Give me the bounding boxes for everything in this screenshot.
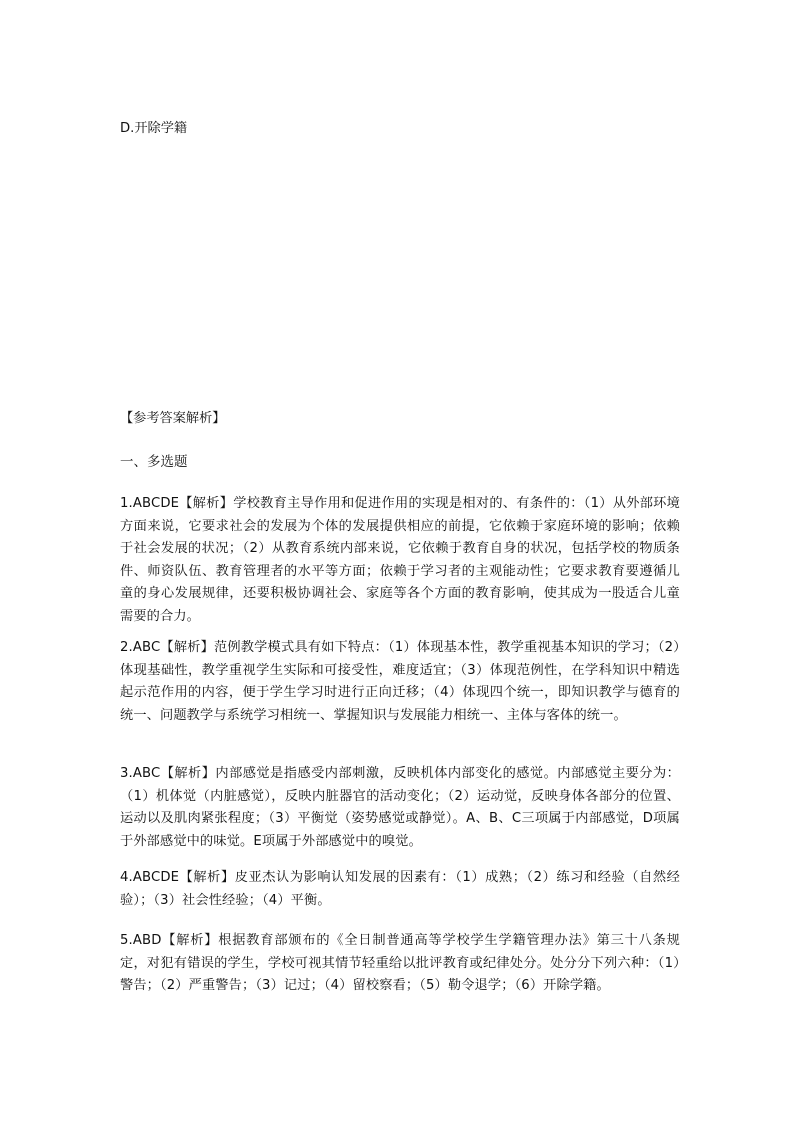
section-title: 一、多选题: [120, 454, 188, 470]
option-d-text: D.开除学籍: [120, 121, 188, 136]
answer-heading: 【参考答案解析】: [120, 411, 226, 426]
answer-5: 5.ABD【解析】根据教育部颁布的《全日制普通高等学校学生学籍管理办法》第三十八条规定，对犯有错误的学生，学校可视其情节轻重给以批评教育或纪律处分。处分分下列六种：（1）警告；（2）严重警告；（3）记过；（4）留校察看；（5）勒令退学；（6）开除学籍。: [120, 933, 680, 993]
answer-3: 3.ABC【解析】内部感觉是指感受内部刺激，反映机体内部变化的感觉。内部感觉主要分为：（1）机体觉（内脏感觉），反映内脏器官的活动变化；（2）运动觉，反映身体各部分的位置、运动以及肌肉紧张程度；（3）平衡觉（姿势感觉或静觉）。A、B、C三项属于内部感觉，D项属于外部感觉中的味觉。E项属于外部感觉中的嗅觉。: [120, 766, 680, 849]
answer-1: 1.ABCDE【解析】学校教育主导作用和促进作用的实现是相对的、有条件的：（1）从外部环境方面来说，它要求社会的发展为个体的发展提供相应的前提，它依赖于家庭环境的影响；依赖于社会发展的状况；（2）从教育系统内部来说，它依赖于教育自身的状况，包括学校的物质条件、师资队伍、教育管理者的水平等方面；依赖于学习者的主观能动性；它要求教育要遵循儿童的身心发展规律，还要积极协调社会、家庭等各个方面的教育影响，使其成为一股适合儿童需要的合力。: [120, 496, 680, 624]
answer-2: 2.ABC【解析】范例教学模式具有如下特点：（1）体现基本性，教学重视基本知识的学习；（2）体现基础性，教学重视学生实际和可接受性，难度适宜；（3）体现范例性，在学科知识中精选起示范作用的内容，便于学生学习时进行正向迁移；（4）体现四个统一，即知识教学与德育的统一、问题教学与系统学习相统一、掌握知识与发展能力相统一、主体与客体的统一。: [120, 640, 680, 723]
answer-4: 4.ABCDE【解析】皮亚杰认为影响认知发展的因素有：（1）成熟；（2）练习和经验（自然经验）；（3）社会性经验；（4）平衡。: [120, 870, 680, 908]
